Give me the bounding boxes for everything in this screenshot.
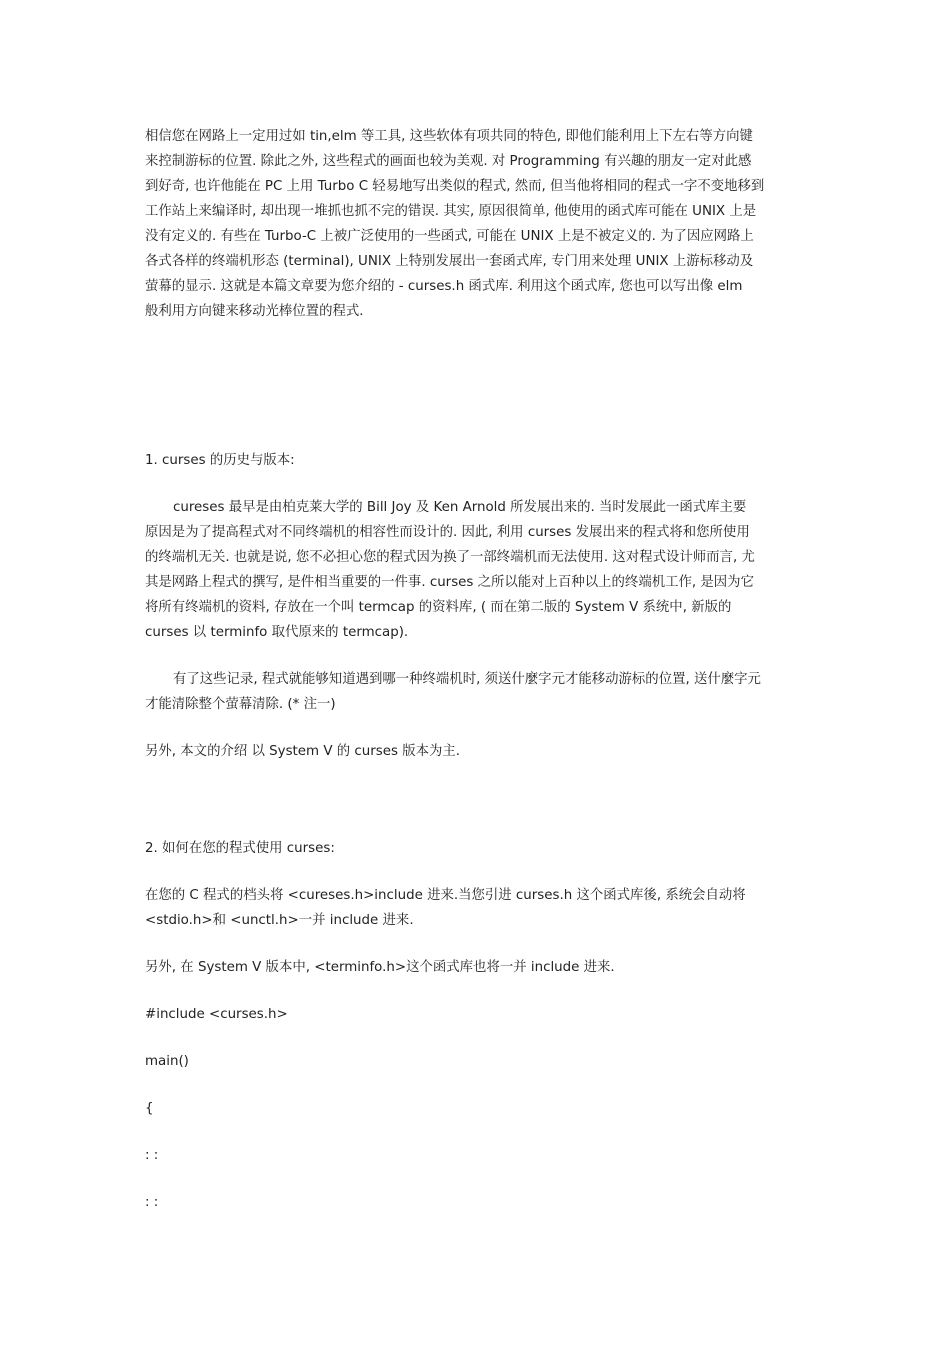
code-line: : : bbox=[145, 1195, 159, 1210]
code-line: { bbox=[145, 1101, 154, 1116]
section-1-paragraph-2 bbox=[145, 667, 807, 717]
document-body bbox=[145, 124, 807, 1215]
text-line: 萤幕的显示. 这就是本篇文章要为您介绍的 - curses.h 函式库. 利用这个函式库, 您也可以写出像 elm bbox=[145, 279, 743, 294]
text-line: curses 以 terminfo 取代原来的 termcap). bbox=[145, 625, 409, 640]
code-line: #include <curses.h> bbox=[145, 1007, 288, 1022]
intro-paragraph bbox=[145, 124, 807, 324]
text-line: 来控制游标的位置. 除此之外, 这些程式的画面也较为美观. 对 Programming 有兴趣的朋友一定对此感 bbox=[145, 154, 752, 169]
text-line: 没有定义的. 有些在 Turbo-C 上被广泛使用的一些函式, 可能在 UNIX 上是不被定义的. 为了因应网路上 bbox=[145, 229, 754, 244]
text-line: 的终端机无关. 也就是说, 您不必担心您的程式因为换了一部终端机而无法使用. 这对程式设计师而言, 尤 bbox=[145, 550, 755, 565]
text-line: cureses 最早是由柏克莱大学的 Bill Joy 及 Ken Arnold 所发展出来的. 当时发展此一函式库主要 bbox=[173, 500, 747, 515]
text-line: 才能清除整个萤幕清除. (* 注一) bbox=[145, 697, 336, 712]
text-line: 其是网路上程式的撰写, 是件相当重要的一件事. curses 之所以能对上百种以上的终端机工作, 是因为它 bbox=[145, 575, 754, 590]
section-2-paragraph-2: 另外, 在 System V 版本中, <terminfo.h>这个函式库也将一并 include 进来. bbox=[145, 960, 615, 975]
code-sample bbox=[145, 1002, 807, 1215]
text-line: 将所有终端机的资料, 存放在一个叫 termcap 的资料库, ( 而在第二版的 System V 系统中, 新版的 bbox=[145, 600, 732, 615]
text-line: 到好奇, 也许他能在 PC 上用 Turbo C 轻易地写出类似的程式, 然而, 但当他将相同的程式一字不变地移到 bbox=[145, 179, 765, 194]
text-line: 在您的 C 程式的档头将 <cureses.h>include 进来.当您引进 curses.h 这个函式库後, 系统会自动将 bbox=[145, 888, 746, 903]
text-line: <stdio.h>和 <unctl.h>一并 include 进来. bbox=[145, 913, 414, 928]
text-line: 工作站上来编译时, 却出现一堆抓也抓不完的错误. 其实, 原因很简单, 他使用的函式库可能在 UNIX 上是 bbox=[145, 204, 757, 219]
section-2-paragraph-1 bbox=[145, 883, 807, 933]
section-1-paragraph-1 bbox=[145, 495, 807, 645]
section-1-paragraph-3: 另外, 本文的介绍 以 System V 的 curses 版本为主. bbox=[145, 744, 461, 759]
text-line: 相信您在网路上一定用过如 tin,elm 等工具, 这些软体有项共同的特色, 即他们能利用上下左右等方向键 bbox=[145, 129, 753, 144]
text-line: 原因是为了提高程式对不同终端机的相容性而设计的. 因此, 利用 curses 发展出来的程式将和您所使用 bbox=[145, 525, 750, 540]
section-2-heading: 2. 如何在您的程式使用 curses: bbox=[145, 841, 335, 856]
text-line: 各式各样的终端机形态 (terminal), UNIX 上特别发展出一套函式库, 专门用来处理 UNIX 上游标移动及 bbox=[145, 254, 754, 269]
text-line: 有了这些记录, 程式就能够知道遇到哪一种终端机时, 须送什麼字元才能移动游标的位置, 送什麼字元 bbox=[173, 672, 761, 687]
section-1-heading: 1. curses 的历史与版本: bbox=[145, 453, 295, 468]
text-line: 般利用方向键来移动光棒位置的程式. bbox=[145, 304, 364, 319]
code-line: main() bbox=[145, 1054, 189, 1069]
code-line: : : bbox=[145, 1148, 159, 1163]
